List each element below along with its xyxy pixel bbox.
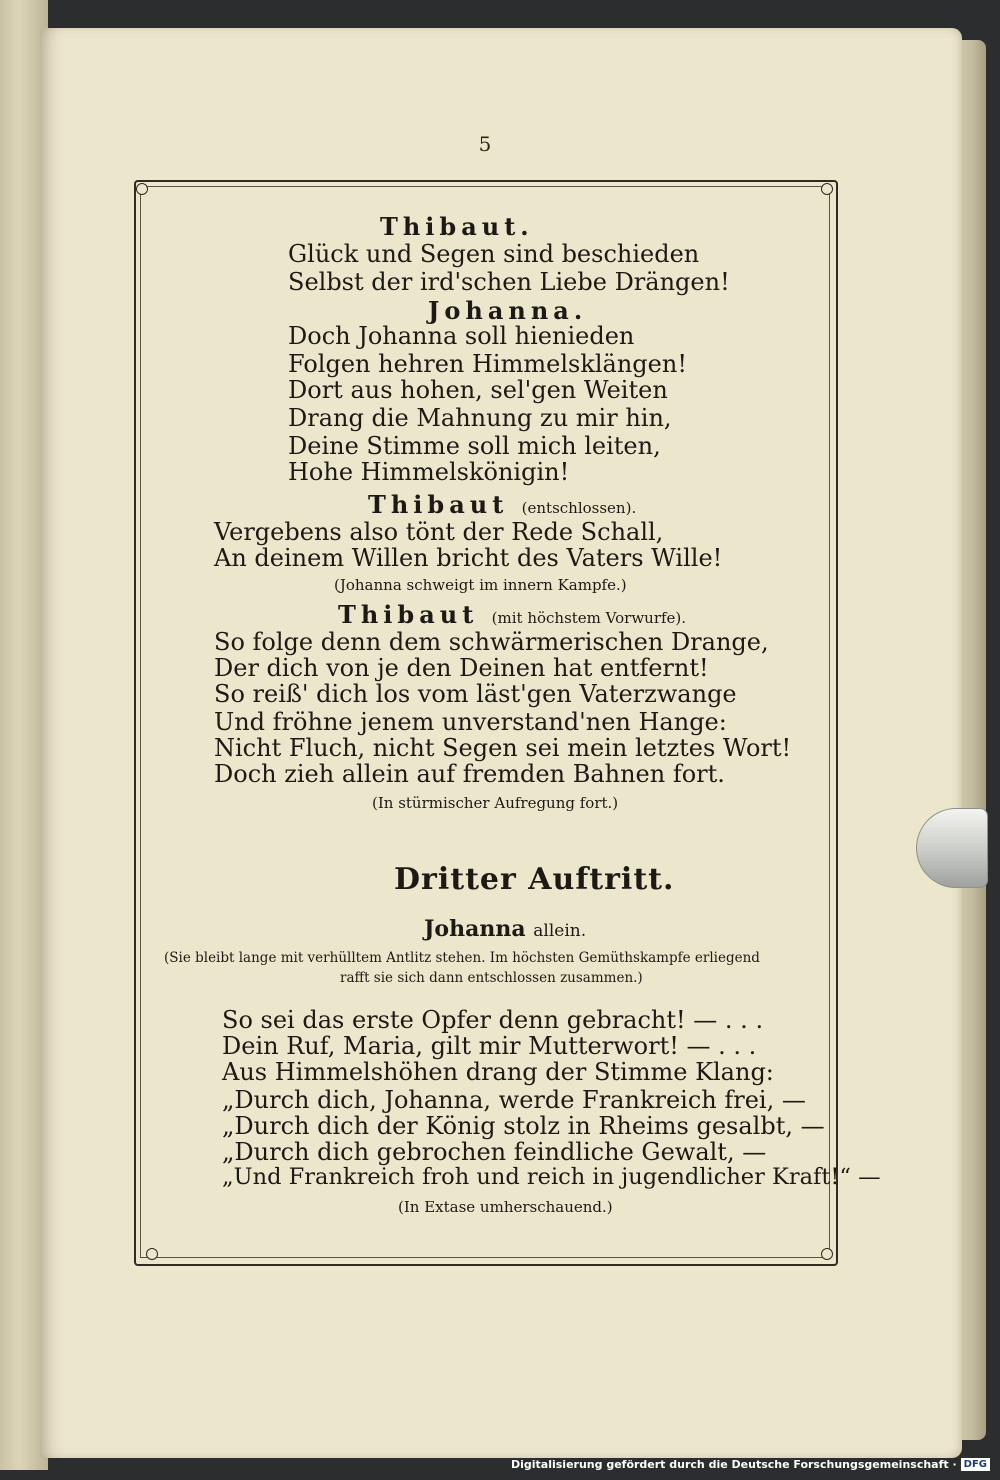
verse-line: Selbst der ird'schen Liebe Drängen!: [288, 268, 730, 296]
frame-corner-bottom-left: [146, 1248, 158, 1260]
frame-corner-top-left: [136, 183, 148, 195]
bookmark-clip: [916, 808, 988, 888]
stage-direction: (Johanna schweigt im innern Kampfe.): [334, 576, 627, 594]
verse-line: Der dich von je den Deinen hat entfernt!: [214, 654, 709, 682]
stage-direction: rafft sie sich dann entschlossen zusammen.): [340, 970, 643, 986]
stage-direction: (Sie bleibt lange mit verhülltem Antlitz stehen. Im höchsten Gemüthskampfe erliegend: [164, 950, 760, 966]
verse-line: Hohe Himmelskönigin!: [288, 458, 570, 486]
verse-line: Aus Himmelshöhen drang der Stimme Klang:: [222, 1058, 774, 1086]
stage-note: (mit höchstem Vorwurfe).: [491, 609, 687, 627]
frame-corner-bottom-right: [821, 1248, 833, 1260]
page-number: 5: [478, 132, 492, 156]
verse-line: So reiß' dich los vom läst'gen Vaterzwange: [214, 680, 737, 708]
frame-corner-top-right: [821, 183, 833, 195]
scene-character-note: allein.: [533, 921, 587, 941]
verse-line: Folgen hehren Himmelsklängen!: [288, 350, 687, 378]
speaker-line: Johanna.: [428, 296, 588, 325]
scene-character: Johanna allein.: [424, 916, 587, 942]
verse-line: „Durch dich, Johanna, werde Frankreich frei, —: [222, 1086, 806, 1114]
speaker-line: Thibaut.: [380, 212, 534, 241]
verse-line: „Durch dich der König stolz in Rheims gesalbt, —: [222, 1112, 825, 1140]
speaker-line: Thibaut (mit höchstem Vorwurfe).: [338, 600, 687, 629]
verse-line: Drang die Mahnung zu mir hin,: [288, 404, 672, 432]
verse-line: Deine Stimme soll mich leiten,: [288, 432, 661, 460]
verse-line: „Und Frankreich froh und reich in jugendlicher Kraft!“ —: [222, 1164, 881, 1190]
verse-line: Doch zieh allein auf fremden Bahnen fort.: [214, 760, 725, 788]
verse-line: Doch Johanna soll hienieden: [288, 322, 635, 350]
verse-line: Glück und Segen sind beschieden: [288, 240, 700, 268]
scene-heading: Dritter Auftritt.: [394, 862, 675, 897]
stage-direction: (In stürmischer Aufregung fort.): [372, 794, 619, 812]
verse-line: Vergebens also tönt der Rede Schall,: [214, 518, 664, 546]
speaker-line: Thibaut (entschlossen).: [368, 490, 637, 519]
verse-line: So folge denn dem schwärmerischen Drange,: [214, 628, 769, 656]
verse-line: Dort aus hohen, sel'gen Weiten: [288, 376, 668, 404]
dfg-logo: DFG: [961, 1458, 990, 1471]
credit-text: Digitalisierung gefördert durch die Deutsche Forschungsgemeinschaft ·: [510, 1457, 957, 1471]
verse-line: Und fröhne jenem unverstand'nen Hange:: [214, 708, 727, 736]
verse-line: „Durch dich gebrochen feindliche Gewalt, —: [222, 1138, 767, 1166]
verse-line: An deinem Willen bricht des Vaters Wille!: [214, 544, 723, 572]
verse-line: So sei das erste Opfer denn gebracht! — . . .: [222, 1006, 764, 1034]
stage-direction: (In Extase umherschauend.): [398, 1198, 613, 1216]
verse-line: Nicht Fluch, nicht Segen sei mein letztes Wort!: [214, 734, 792, 762]
stage-note: (entschlossen).: [521, 499, 637, 517]
verse-line: Dein Ruf, Maria, gilt mir Mutterwort! — . . .: [222, 1032, 757, 1060]
digitization-credit: [511, 1454, 990, 1474]
